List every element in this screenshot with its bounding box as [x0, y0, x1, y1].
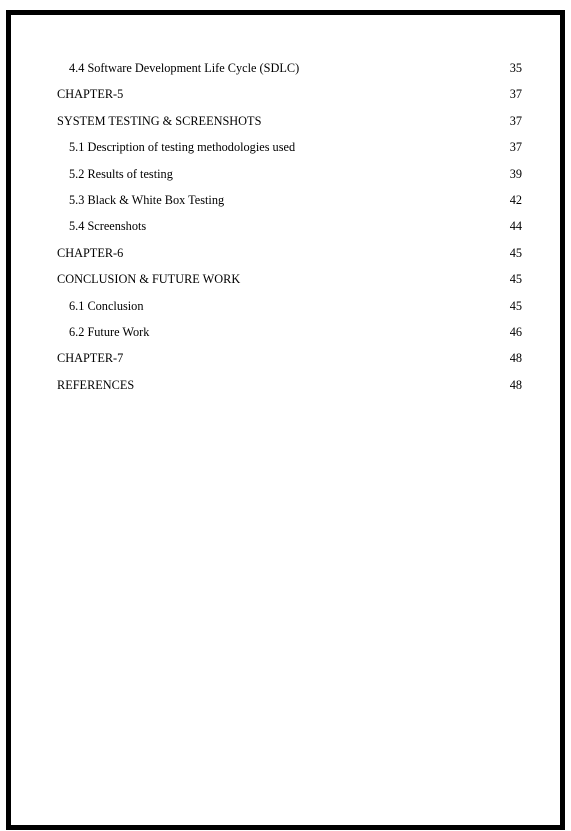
toc-entry-title: SYSTEM TESTING & SCREENSHOTS: [57, 113, 262, 128]
toc-entry: [57, 190, 522, 216]
toc-entry: [57, 269, 522, 295]
toc-entry-page: 45: [509, 298, 522, 313]
toc-entry-page: 35: [509, 61, 522, 75]
toc-entry: [57, 164, 522, 190]
toc-entry-page: 42: [509, 192, 522, 207]
toc-entry-title: REFERENCES: [57, 377, 135, 392]
toc-entry: [57, 296, 522, 322]
toc-entry: [57, 137, 522, 163]
toc-entry-page: 39: [509, 166, 522, 181]
toc-entry-title: CHAPTER-7: [57, 351, 124, 366]
toc-entry-page: 37: [509, 113, 522, 128]
toc-entry-title: CHAPTER-6: [57, 245, 124, 260]
toc-entry: [57, 58, 522, 84]
toc-entry: [57, 111, 522, 137]
toc-entry-title: 5.1 Description of testing methodologies used: [69, 140, 296, 155]
toc-entry-title: 6.2 Future Work: [69, 324, 150, 339]
toc-entry: [57, 243, 522, 269]
toc-entry-title: 5.3 Black & White Box Testing: [69, 192, 225, 207]
table-of-contents: [57, 58, 522, 401]
toc-entry-title: CHAPTER-5: [57, 87, 124, 102]
toc-entry-title: 5.2 Results of testing: [69, 166, 173, 181]
toc-entry: [57, 348, 522, 374]
toc-entry-page: 48: [509, 377, 522, 392]
toc-entry: [57, 216, 522, 242]
toc-entry-page: 45: [509, 245, 522, 260]
toc-entry: [57, 84, 522, 110]
toc-entry-page: 48: [509, 351, 522, 366]
toc-entry-title: 4.4 Software Development Life Cycle (SDLC): [69, 61, 300, 75]
toc-entry-page: 37: [509, 87, 522, 102]
toc-entry: [57, 322, 522, 348]
toc-entry-title: 6.1 Conclusion: [69, 298, 144, 313]
toc-entry-page: 45: [509, 272, 522, 287]
toc-entry-page: 44: [509, 219, 522, 234]
toc-entry: [57, 375, 522, 401]
toc-entry-title: CONCLUSION & FUTURE WORK: [57, 272, 241, 287]
toc-entry-page: 37: [509, 140, 522, 155]
toc-entry-title: 5.4 Screenshots: [69, 219, 147, 234]
toc-entry-page: 46: [509, 324, 522, 339]
